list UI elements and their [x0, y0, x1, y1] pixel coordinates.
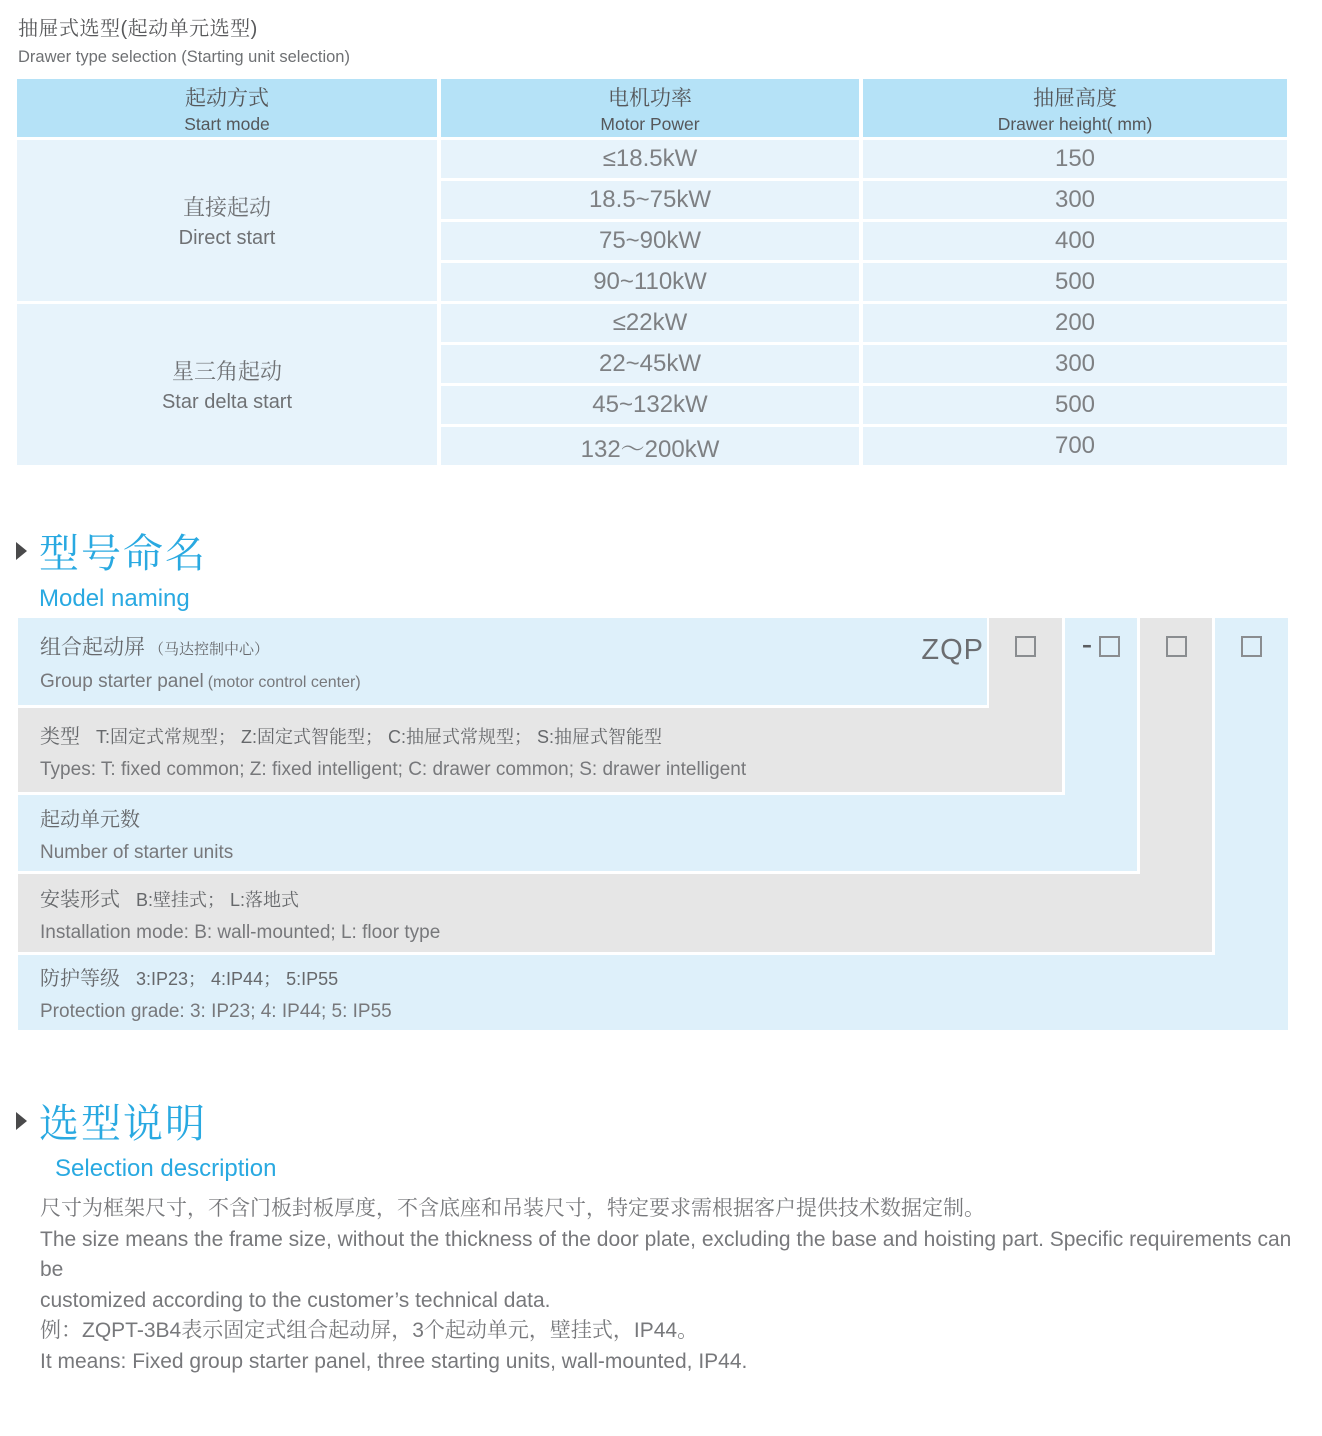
section-bullet-icon — [16, 1112, 27, 1130]
power-cell: 75~90kW — [441, 222, 859, 260]
starter-units-en: Number of starter units — [40, 841, 234, 863]
header-start-mode-zh: 起动方式 — [185, 86, 269, 110]
code-column-installation — [1140, 618, 1212, 874]
power-cell: 90~110kW — [441, 263, 859, 301]
doc-title-en: Drawer type selection (Starting unit selection) — [18, 48, 350, 66]
model-naming-diagram — [18, 618, 1288, 1030]
height-cell: 400 — [863, 222, 1287, 260]
header-motor-power-zh: 电机功率 — [608, 86, 692, 110]
diagram-row-product — [18, 618, 987, 705]
power-cell: ≤22kW — [441, 304, 859, 342]
power-cell: 45~132kW — [441, 386, 859, 424]
description-line: customized according to the customer’s technical data. — [40, 1288, 551, 1312]
type-en: Types: T: fixed common; Z: fixed intelligent; C: drawer common; S: drawer intelligent — [40, 758, 747, 780]
power-cell: ≤18.5kW — [441, 140, 859, 178]
mode-cell-direct-start — [17, 140, 437, 301]
height-cell: 300 — [863, 345, 1287, 383]
installation-en: Installation mode: B: wall-mounted; L: floor type — [40, 921, 441, 943]
mode-direct-zh: 直接起动 — [182, 195, 271, 220]
code-column-protection — [1215, 618, 1288, 955]
code-box-icon — [1166, 636, 1187, 657]
power-cell: 22~45kW — [441, 345, 859, 383]
height-cell: 300 — [863, 181, 1287, 219]
header-drawer-height-en: Drawer height( mm) — [997, 113, 1153, 134]
selection-table — [17, 79, 1287, 465]
section-bullet-icon — [16, 542, 27, 560]
power-cell: 18.5~75kW — [441, 181, 859, 219]
power-cell: 132～200kW — [441, 427, 859, 465]
height-cell: 200 — [863, 304, 1287, 342]
product-en: Group starter panel (motor control center) — [40, 670, 361, 692]
section-model-naming — [16, 522, 207, 613]
diagram-row-type — [18, 708, 1062, 792]
doc-title — [18, 12, 350, 67]
doc-title-zh: 抽屉式选型(起动单元选型) — [18, 18, 258, 40]
diagram-row-starter-units — [18, 795, 1137, 871]
code-box-icon — [1015, 636, 1036, 657]
mode-star-delta-en: Star delta start — [161, 391, 293, 413]
header-start-mode-en: Start mode — [184, 113, 270, 134]
code-column-starter-units — [1065, 618, 1137, 795]
diagram-row-installation — [18, 874, 1212, 952]
height-cell: 500 — [863, 386, 1287, 424]
protection-zh: 防护等级 3:IP23； 4:IP44； 5:IP55 — [40, 968, 339, 990]
mode-cell-star-delta-start — [17, 304, 437, 465]
height-cell: 150 — [863, 140, 1287, 178]
code-box-icon — [1241, 636, 1262, 657]
starter-units-zh: 起动单元数 — [40, 808, 140, 831]
header-drawer-height-zh: 抽屉高度 — [1033, 86, 1117, 110]
section-title-zh: 选型说明 — [39, 1102, 207, 1146]
description-line: 例：ZQPT-3B4表示固定式组合起动屏，3个起动单元，壁挂式，IP44。 — [40, 1319, 699, 1342]
code-box-icon — [1099, 636, 1120, 657]
table-header-drawer-height — [863, 79, 1287, 137]
code-column-type — [989, 618, 1062, 708]
mode-direct-en: Direct start — [178, 227, 276, 249]
mode-star-delta-zh: 星三角起动 — [171, 359, 282, 384]
description-line: It means: Fixed group starter panel, three starting units, wall-mounted, IP44. — [40, 1349, 748, 1373]
section-title-en: Model naming — [39, 585, 190, 612]
model-code-prefix: ZQP — [921, 634, 984, 666]
section-title-en: Selection description — [55, 1155, 277, 1182]
product-zh: 组合起动屏 （马达控制中心） — [40, 635, 270, 659]
height-cell: 700 — [863, 427, 1287, 465]
table-header-start-mode — [17, 79, 437, 137]
height-cell: 500 — [863, 263, 1287, 301]
installation-zh: 安装形式 B:壁挂式； L:落地式 — [40, 888, 300, 911]
code-dash: - — [1081, 626, 1093, 662]
protection-en: Protection grade: 3: IP23; 4: IP44; 5: IP55 — [40, 1001, 392, 1022]
diagram-row-protection — [18, 955, 1288, 1030]
selection-description-text — [40, 1194, 1302, 1377]
description-line: The size means the frame size, without the thickness of the door plate, excluding the base and hoisting part. Specific requirements can be — [40, 1227, 1292, 1281]
table-header-motor-power — [441, 79, 859, 137]
description-line: 尺寸为框架尺寸，不含门板封板厚度，不含底座和吊装尺寸，特定要求需根据客户提供技术数据定制。 — [40, 1197, 985, 1220]
type-zh: 类型 T:固定式常规型； Z:固定式智能型； C:抽屉式常规型； S:抽屉式智能型 — [40, 725, 663, 748]
section-selection-description — [16, 1092, 276, 1183]
header-motor-power-en: Motor Power — [600, 113, 700, 134]
section-title-zh: 型号命名 — [39, 532, 207, 576]
